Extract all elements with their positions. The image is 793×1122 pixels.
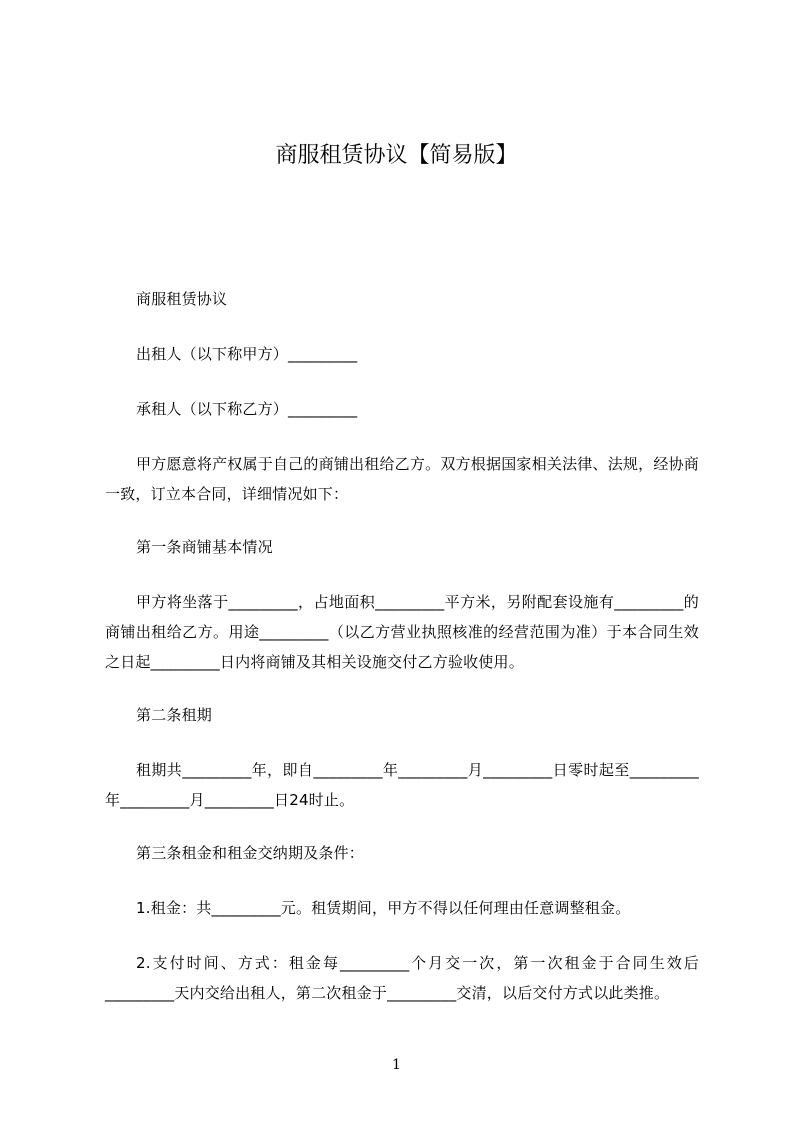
payment-terms-clause: 2.支付时间、方式：租金每_________个月交一次，第一次租金于合同生效后_________天内交给出租人，第二次租金于_________交清，以后交付方式以此类推。: [105, 954, 699, 1002]
article-2-heading: 第二条租期: [136, 706, 213, 724]
article-2-paragraph: 租期共_________年，即自_________年_________月_________日零时起至_________年_________月_________日24时止。: [105, 761, 699, 809]
document-body: [105, 284, 699, 1008]
rent-amount-clause: 1.租金：共_________元。租赁期间，甲方不得以任何理由任意调整租金。: [136, 899, 631, 917]
lessee-line: 承租人（以下称乙方）_________: [136, 400, 358, 418]
preamble-paragraph: 甲方愿意将产权属于自己的商铺出租给乙方。双方根据国家相关法律、法规，经协商一致，订立本合同，详细情况如下：: [105, 455, 699, 503]
page-number: 1: [392, 1057, 401, 1073]
agreement-heading: 商服租赁协议: [136, 290, 228, 308]
article-3-heading: 第三条租金和租金交纳期及条件：: [136, 844, 365, 862]
document-title: 商服租赁协议【简易版】: [275, 143, 518, 168]
article-1-heading: 第一条商铺基本情况: [136, 538, 273, 556]
article-1-paragraph: 甲方将坐落于_________，占地面积_________平方米，另附配套设施有_________的商铺出租给乙方。用途_________（以乙方营业执照核准的经营范围为准）于本合同生效之日起_________日内将商铺及其相关设施交付乙方验收使用。: [105, 593, 699, 671]
lessor-line: 出租人（以下称甲方）_________: [136, 345, 358, 363]
